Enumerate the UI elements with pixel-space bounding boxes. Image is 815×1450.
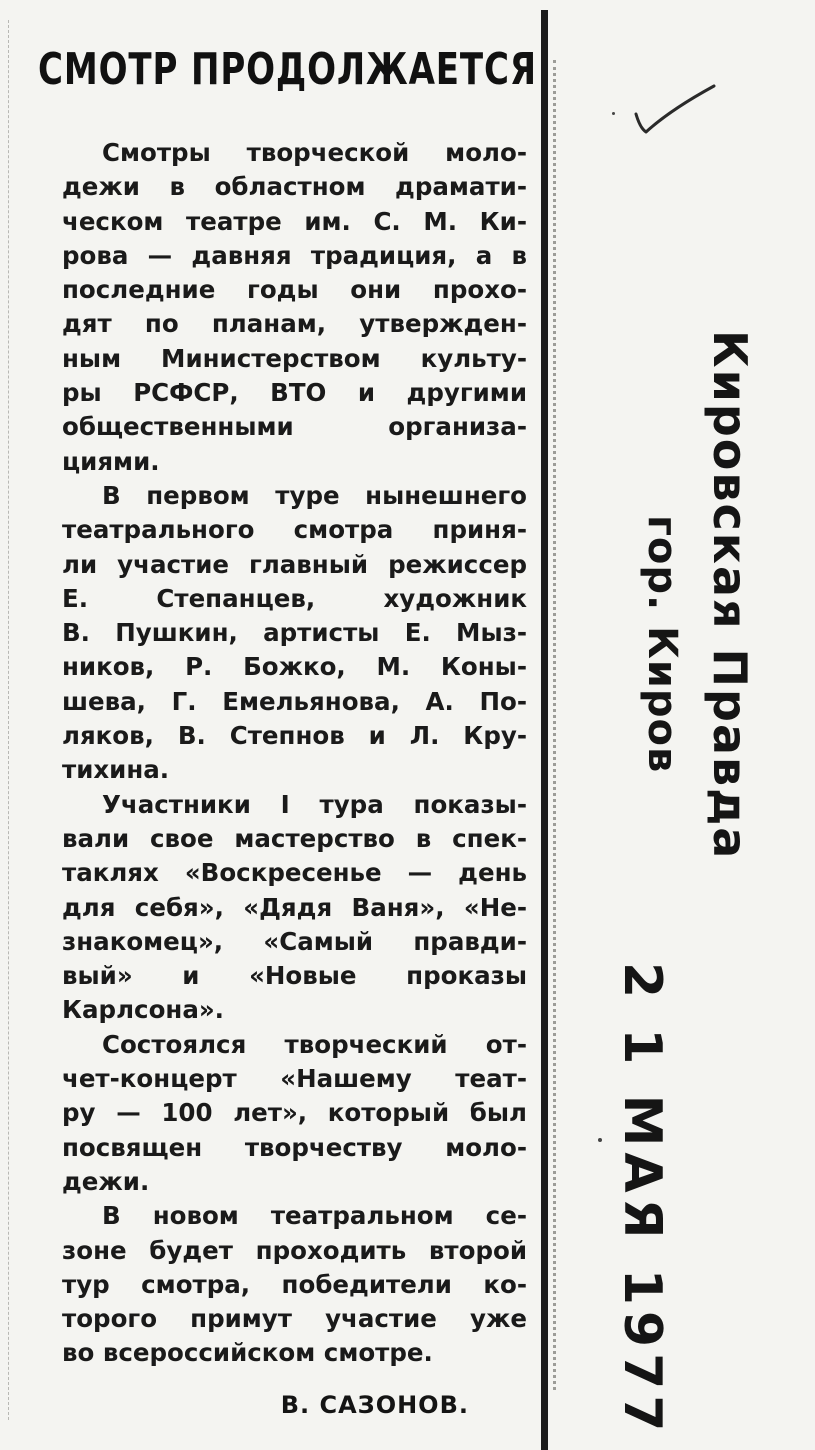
text-line: ным Министерством культу-	[62, 343, 527, 373]
text-line: последние годы они прохо-	[62, 275, 527, 305]
text-line: таклях «Воскресенье — день	[62, 858, 527, 888]
text-line: Участники I тура показы-	[102, 789, 527, 819]
article-body	[22, 136, 527, 1371]
text-line: посвящен творчеству моло-	[62, 1132, 527, 1162]
text-line: театрального смотра приня-	[62, 515, 527, 545]
paragraph-3	[22, 788, 527, 1028]
text-line: для себя», «Дядя Ваня», «Не-	[62, 892, 527, 922]
text-line: тихина.	[62, 755, 170, 785]
paragraph-2	[22, 479, 527, 788]
text-line: дят по планам, утвержден-	[62, 309, 527, 339]
text-line: торого примут участие уже	[62, 1304, 527, 1334]
text-line: тур смотра, победители ко-	[62, 1269, 527, 1299]
text-line: во всероссийском смотре.	[62, 1338, 433, 1368]
paragraph-4	[22, 1028, 527, 1199]
checkmark-icon	[630, 80, 720, 140]
article	[22, 30, 537, 1419]
text-line: знакомец», «Самый правди-	[62, 926, 527, 956]
text-line: общественными организа-	[62, 412, 527, 442]
clipping-edge	[8, 20, 9, 1420]
text-line: ческом театре им. С. М. Ки-	[62, 206, 527, 236]
paragraph-5	[22, 1199, 527, 1370]
text-line: В. Пушкин, артисты Е. Мыз-	[62, 618, 527, 648]
text-line: Смотры творческой моло-	[102, 138, 527, 167]
ink-speck	[598, 1138, 602, 1142]
text-line: ры РСФСР, ВТО и другими	[62, 378, 527, 408]
text-line: Состоялся творческий от-	[102, 1029, 527, 1059]
text-line: шева, Г. Емельянова, А. По-	[62, 686, 527, 716]
text-line: Е. Степанцев, художник	[62, 583, 527, 613]
newspaper-stamp	[600, 330, 800, 1438]
text-line: вый» и «Новые проказы	[62, 961, 527, 991]
article-headline: СМОТР ПРОДОЛЖАЕТСЯ	[38, 44, 537, 95]
text-line: дежи.	[62, 1166, 150, 1196]
text-line: зоне будет проходить второй	[62, 1235, 527, 1265]
ink-speck	[612, 112, 615, 115]
text-line: циями.	[62, 446, 160, 476]
text-line: вали свое мастерство в спек-	[62, 823, 527, 853]
stamp-newspaper-name: Кировская Правда	[703, 330, 757, 861]
text-line: ников, Р. Божко, М. Коны-	[62, 652, 527, 682]
article-signature: В. САЗОНОВ.	[280, 1390, 469, 1419]
text-line: чет-концерт «Нашему теат-	[62, 1064, 527, 1094]
text-line: ру — 100 лет», который был	[62, 1098, 527, 1128]
stamp-date: 2 1 МАЯ 1977	[612, 962, 672, 1438]
text-line: В новом театральном се-	[102, 1201, 527, 1231]
text-line: рова — давняя традиция, а в	[62, 240, 527, 270]
paragraph-1	[22, 136, 527, 479]
column-divider	[541, 10, 548, 1450]
text-line: ляков, В. Степнов и Л. Кру-	[62, 721, 527, 751]
text-line: В первом туре нынешнего	[102, 480, 527, 510]
stamp-city: гор. Киров	[639, 515, 685, 774]
perforation-line	[553, 60, 556, 1390]
text-line: Карлсона».	[62, 995, 224, 1025]
text-line: ли участие главный режиссер	[62, 549, 527, 579]
text-line: дежи в областном драмати-	[62, 172, 527, 202]
